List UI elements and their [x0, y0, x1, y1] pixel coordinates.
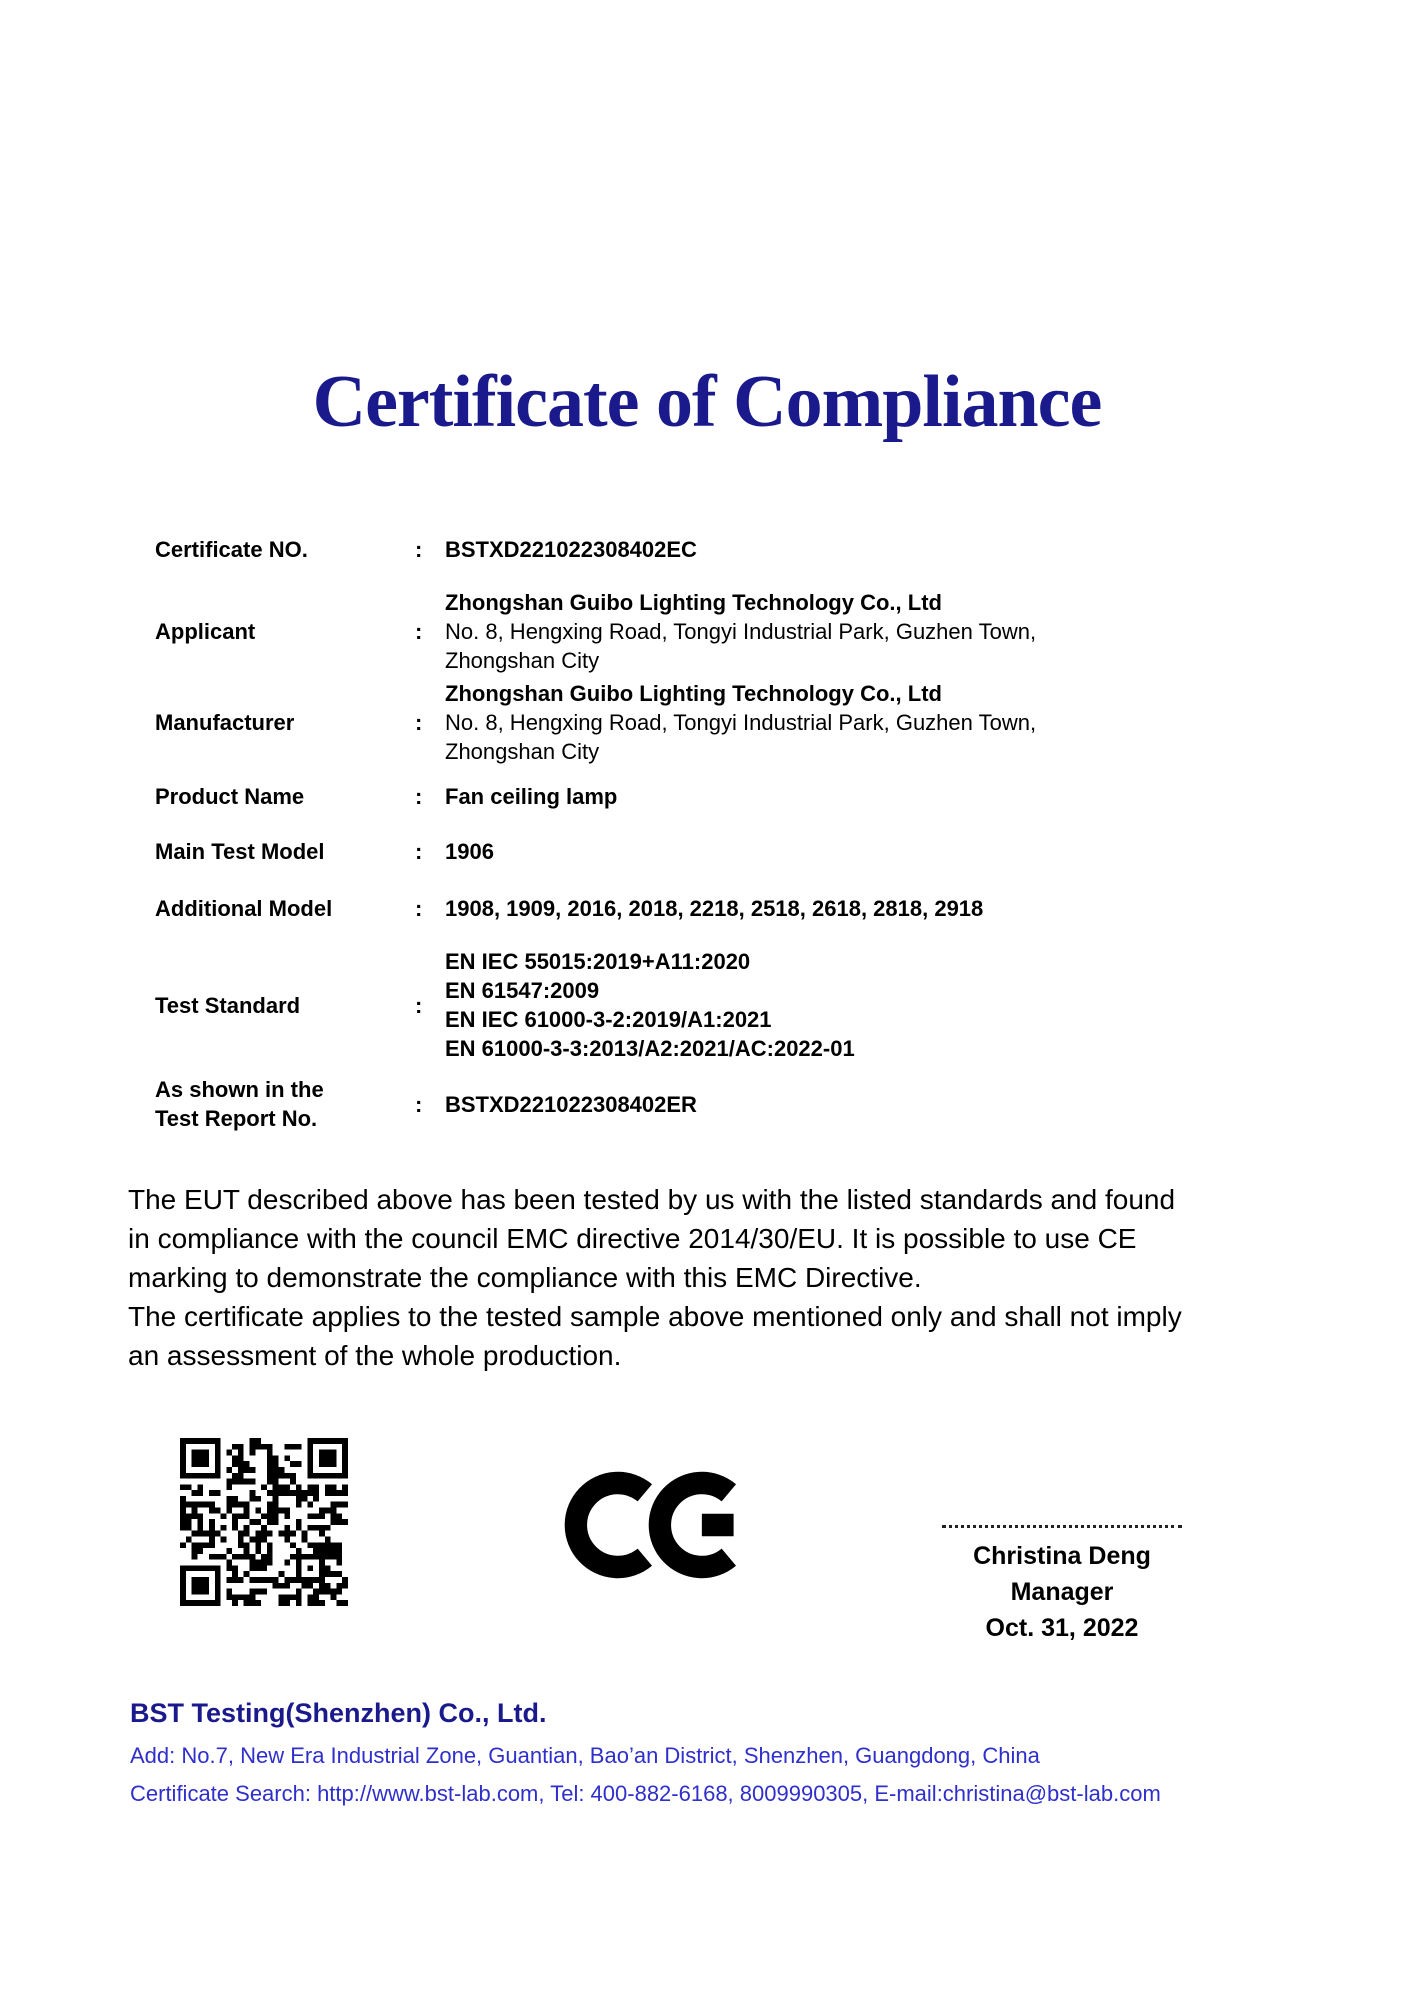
statement-line: The certificate applies to the tested sample above mentioned only and shall not imply [128, 1301, 1182, 1332]
colon-separator: : [415, 1091, 423, 1117]
product-name-label: Product Name [155, 784, 305, 809]
statement-line: an assessment of the whole production. [128, 1340, 622, 1371]
qr-code [180, 1438, 348, 1606]
main-test-model-value: 1906 [445, 839, 494, 864]
issuer-company-name: BST Testing(Shenzhen) Co., Ltd. [130, 1698, 547, 1728]
issuer-address: Add: No.7, New Era Industrial Zone, Guantian, Bao’an District, Shenzhen, Guangdong, China [130, 1743, 1040, 1768]
ce-mark-icon [560, 1460, 756, 1590]
issuer-footer [130, 1698, 1330, 1819]
colon-separator: : [415, 784, 423, 809]
colon-separator: : [415, 619, 423, 644]
signature-dotted-line [942, 1505, 1182, 1528]
field-row-product-name [155, 782, 1295, 811]
field-row-test-standard [155, 947, 1295, 1063]
certificate-no-value: BSTXD221022308402EC [445, 537, 697, 562]
signer-role: Manager [1010, 1578, 1114, 1606]
test-standard-item: EN IEC 55015:2019+A11:2020 [445, 949, 751, 974]
compliance-statement [128, 1180, 1308, 1375]
field-row-applicant [155, 588, 1295, 675]
statement-line: marking to demonstrate the compliance with this EMC Directive. [128, 1262, 922, 1293]
manufacturer-address: No. 8, Hengxing Road, Tongyi Industrial Park, Guzhen Town, [445, 710, 1037, 735]
applicant-company: Zhongshan Guibo Lighting Technology Co., Ltd [445, 590, 942, 615]
certificate-no-label: Certificate NO. [155, 537, 308, 562]
field-row-additional-model [155, 894, 1295, 923]
issuer-contact: Certificate Search: http://www.bst-lab.com, Tel: 400-882-6168, 8009990305, E-mail:christina@bst-lab.com [130, 1781, 1161, 1806]
manufacturer-city: Zhongshan City [445, 739, 600, 764]
test-standard-item: EN 61000-3-3:2013/A2:2021/AC:2022-01 [445, 1036, 855, 1061]
statement-line: in compliance with the council EMC directive 2014/30/EU. It is possible to use CE [128, 1223, 1137, 1254]
test-report-label: As shown in the Test Report No. [155, 1077, 324, 1131]
applicant-city: Zhongshan City [445, 648, 600, 673]
signer-name: Christina Deng [973, 1542, 1151, 1570]
main-test-model-label: Main Test Model [155, 839, 325, 864]
signature-date: Oct. 31, 2022 [985, 1614, 1139, 1642]
field-row-test-report [155, 1075, 1295, 1133]
signature-block [938, 1505, 1186, 1646]
additional-model-value: 1908, 1909, 2016, 2018, 2218, 2518, 2618, 2818, 2918 [445, 896, 984, 921]
colon-separator: : [415, 537, 423, 562]
test-standard-item: EN IEC 61000-3-2:2019/A1:2021 [445, 1007, 772, 1032]
product-name-value: Fan ceiling lamp [445, 784, 618, 809]
applicant-label: Applicant [155, 619, 256, 644]
manufacturer-label: Manufacturer [155, 710, 295, 735]
colon-separator: : [415, 839, 423, 864]
test-report-value: BSTXD221022308402ER [445, 1091, 697, 1117]
colon-separator: : [415, 710, 423, 735]
manufacturer-company: Zhongshan Guibo Lighting Technology Co., Ltd [445, 681, 942, 706]
page-title: Certificate of Compliance [312, 361, 1102, 443]
field-row-certificate-no [155, 535, 1295, 564]
additional-model-label: Additional Model [155, 896, 333, 921]
field-row-manufacturer [155, 679, 1295, 766]
statement-line: The EUT described above has been tested by us with the listed standards and found [128, 1184, 1176, 1215]
test-standard-item: EN 61547:2009 [445, 978, 600, 1003]
field-row-main-test-model [155, 837, 1295, 866]
test-standard-label: Test Standard [155, 992, 301, 1018]
colon-separator: : [415, 896, 423, 921]
certificate-fields [155, 535, 1295, 1133]
applicant-address: No. 8, Hengxing Road, Tongyi Industrial Park, Guzhen Town, [445, 619, 1037, 644]
colon-separator: : [415, 992, 423, 1018]
